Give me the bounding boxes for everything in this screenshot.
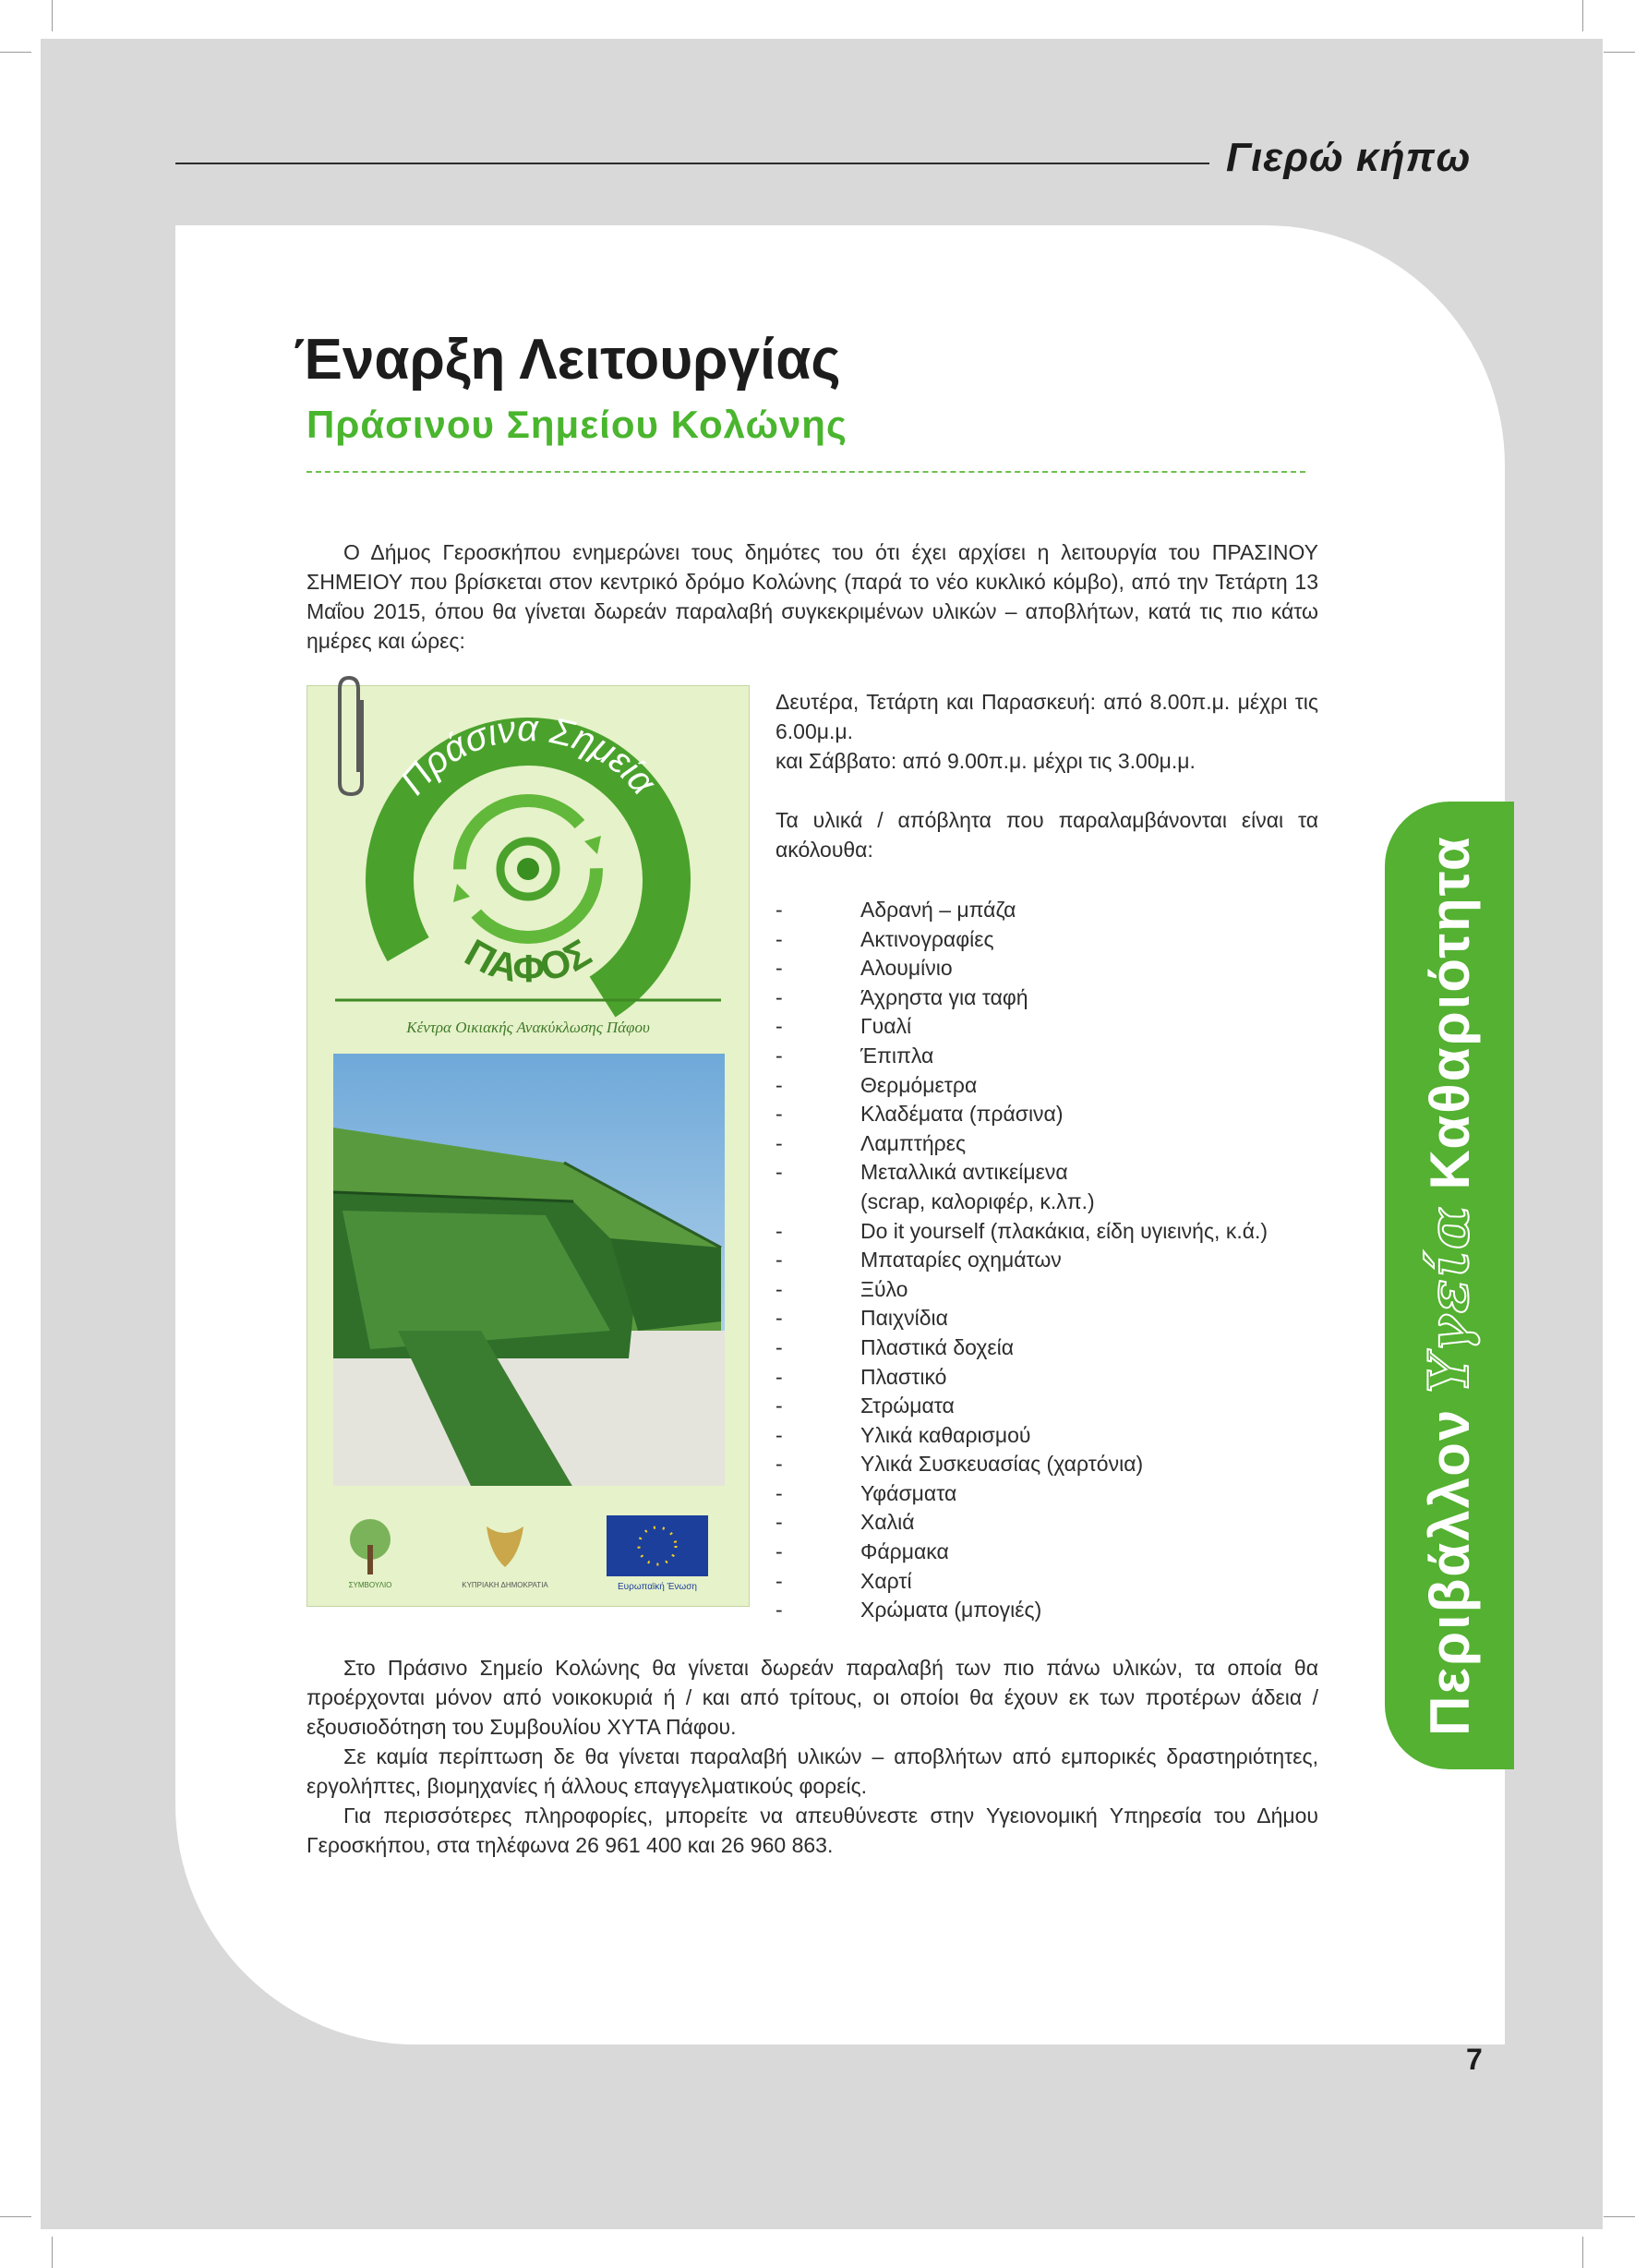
recycling-logo bbox=[307, 686, 749, 1037]
paperclip-icon bbox=[329, 672, 373, 802]
svg-text:ΚΥΠΡΙΑΚΗ ΔΗΜΟΚΡΑΤΙΑ: ΚΥΠΡΙΑΚΗ ΔΗΜΟΚΡΑΤΙΑ bbox=[462, 1581, 548, 1589]
list-item: - Υφάσματα bbox=[775, 1479, 1329, 1509]
list-item: - Υλικά καθαρισμού bbox=[775, 1421, 1329, 1451]
crop-mark bbox=[52, 2237, 53, 2268]
list-item: - Χρώματα (μπογιές) bbox=[775, 1596, 1329, 1625]
recycling-containers-photo bbox=[333, 1054, 725, 1486]
list-item: - Χαρτί bbox=[775, 1567, 1329, 1597]
article-title: Έναρξη Λειτουργίας bbox=[294, 328, 841, 392]
hours-saturday: και Σάββατο: από 9.00π.μ. μέχρι τις 3.00μ.μ. bbox=[775, 749, 1196, 773]
list-item: - Γυαλί bbox=[775, 1012, 1329, 1042]
closing-paragraph-3: Για περισσότερες πληροφορίες, μπορείτε να απευθύνεστε στην Υγειονομική Υπηρεσία του Δήμου Γεροσκήπου, στα τηλέφωνα 26 961 400 και 26 960 863. bbox=[307, 1804, 1318, 1857]
article-subtitle: Πράσινου Σημείου Κολώνης bbox=[307, 403, 848, 446]
crop-mark bbox=[1582, 0, 1583, 31]
poster-arc-text: Πράσινα Σημεία bbox=[392, 708, 664, 802]
list-item: - Μεταλλικά αντικείμενα bbox=[775, 1158, 1329, 1188]
eu-logo-label: Ευρωπαϊκή Ένωση bbox=[618, 1582, 697, 1592]
section-label-part: Περιβάλλον bbox=[1418, 1407, 1481, 1736]
list-item: - Θερμόμετρα bbox=[775, 1071, 1329, 1101]
list-item: - Αδρανή – μπάζα bbox=[775, 896, 1329, 925]
intro-paragraph: Ο Δήμος Γεροσκήπου ενημερώνει τους δημότες του ότι έχει αρχίσει η λειτουργία του ΠΡΑΣΙΝΟΥ ΣΗΜΕΙΟΥ που βρίσκεται στον κεντρικό δρόμο Κολώνης (παρά το νέο κυκλικό κόμβο), από την Τετάρτη 13 Μαΐου 2015, όπου θα γίνεται δωρεάν παραλαβή συγκεκριμένων υλικών – αποβλήτων, κατά τις πιο κάτω ημέρες και ώρες: bbox=[307, 540, 1318, 653]
section-label-part: Υγεία bbox=[1417, 1204, 1482, 1393]
closing-paragraph-2: Σε καμία περίπτωση δε θα γίνεται παραλαβή υλικών – αποβλήτων από εμπορικές δραστηριότητες, εργολήπτες, βιομηχανίες ή άλλους επαγγελματικούς φορείς. bbox=[307, 1744, 1318, 1798]
crop-mark bbox=[0, 2216, 31, 2217]
list-item: - Έπιπλα bbox=[775, 1042, 1329, 1071]
sponsor-logos bbox=[330, 1508, 727, 1597]
list-item: - Μπαταρίες οχημάτων bbox=[775, 1246, 1329, 1275]
list-item: - Ακτινογραφίες bbox=[775, 925, 1329, 955]
title-divider bbox=[307, 471, 1305, 473]
page-number: 7 bbox=[1466, 2043, 1483, 2076]
list-item: - Do it yourself (πλακάκια, είδη υγιεινής, κ.ά.) bbox=[775, 1217, 1329, 1247]
list-item: - Ξύλο bbox=[775, 1275, 1329, 1305]
crop-mark bbox=[1604, 2216, 1635, 2217]
list-item: - Πλαστικό bbox=[775, 1363, 1329, 1393]
eu-flag-icon bbox=[607, 1515, 708, 1592]
list-item: - Στρώματα bbox=[775, 1392, 1329, 1421]
list-item: - Κλαδέματα (πράσινα) bbox=[775, 1100, 1329, 1129]
list-item: - Άχρηστα για ταφή bbox=[775, 983, 1329, 1013]
list-item: - Υλικά Συσκευασίας (χαρτόνια) bbox=[775, 1450, 1329, 1479]
list-item: - Αλουμίνιο bbox=[775, 954, 1329, 983]
section-label-part: Καθαριότητα bbox=[1418, 835, 1481, 1190]
tree-logo bbox=[349, 1519, 392, 1589]
crop-mark bbox=[52, 0, 53, 31]
header-rule bbox=[175, 163, 1209, 164]
list-item: - Πλαστικά δοχεία bbox=[775, 1333, 1329, 1363]
list-item: - Παιχνίδια bbox=[775, 1304, 1329, 1333]
materials-list bbox=[775, 896, 1329, 1625]
closing-paragraph-1: Στο Πράσινο Σημείο Κολώνης θα γίνεται δωρεάν παραλαβή των πιο πάνω υλικών, τα οποία θα προέρχονται μόνον από νοικοκυριά ή / και από τρίτους, οι οποίοι θα έχουν εκ των προτέρων άδεια / εξουσιοδότηση του Συμβουλίου ΧΥΤΑ Πάφου. bbox=[307, 1656, 1318, 1739]
poster-caption: Κέντρα Οικιακής Ανακύκλωσης Πάφου bbox=[406, 1019, 650, 1036]
crop-mark bbox=[1604, 52, 1635, 53]
crop-mark bbox=[1582, 2237, 1583, 2268]
poster-city-text: ΠΑΦΟΣ bbox=[458, 930, 598, 991]
list-item-detail: (scrap, καλοριφέρ, κ.λπ.) bbox=[860, 1188, 1095, 1213]
magazine-title: Γιερώ κήπω bbox=[1226, 135, 1472, 180]
materials-intro: Τα υλικά / απόβλητα που παραλαμβάνονται είναι τα ακόλουθα: bbox=[775, 808, 1318, 862]
crop-mark bbox=[0, 52, 31, 53]
svg-text:ΣΥΜΒΟΥΛΙΟ: ΣΥΜΒΟΥΛΙΟ bbox=[348, 1581, 392, 1589]
list-item: - Φάρμακα bbox=[775, 1538, 1329, 1567]
cyprus-emblem bbox=[462, 1526, 548, 1589]
list-item: - Λαμπτήρες bbox=[775, 1129, 1329, 1159]
list-item: - Χαλιά bbox=[775, 1508, 1329, 1538]
section-side-tab bbox=[1385, 802, 1514, 1769]
section-label bbox=[1385, 802, 1514, 1769]
hours-weekdays: Δευτέρα, Τετάρτη και Παρασκευή: από 8.00π.μ. μέχρι τις 6.00μ.μ. bbox=[775, 690, 1318, 743]
green-point-poster bbox=[307, 685, 750, 1607]
